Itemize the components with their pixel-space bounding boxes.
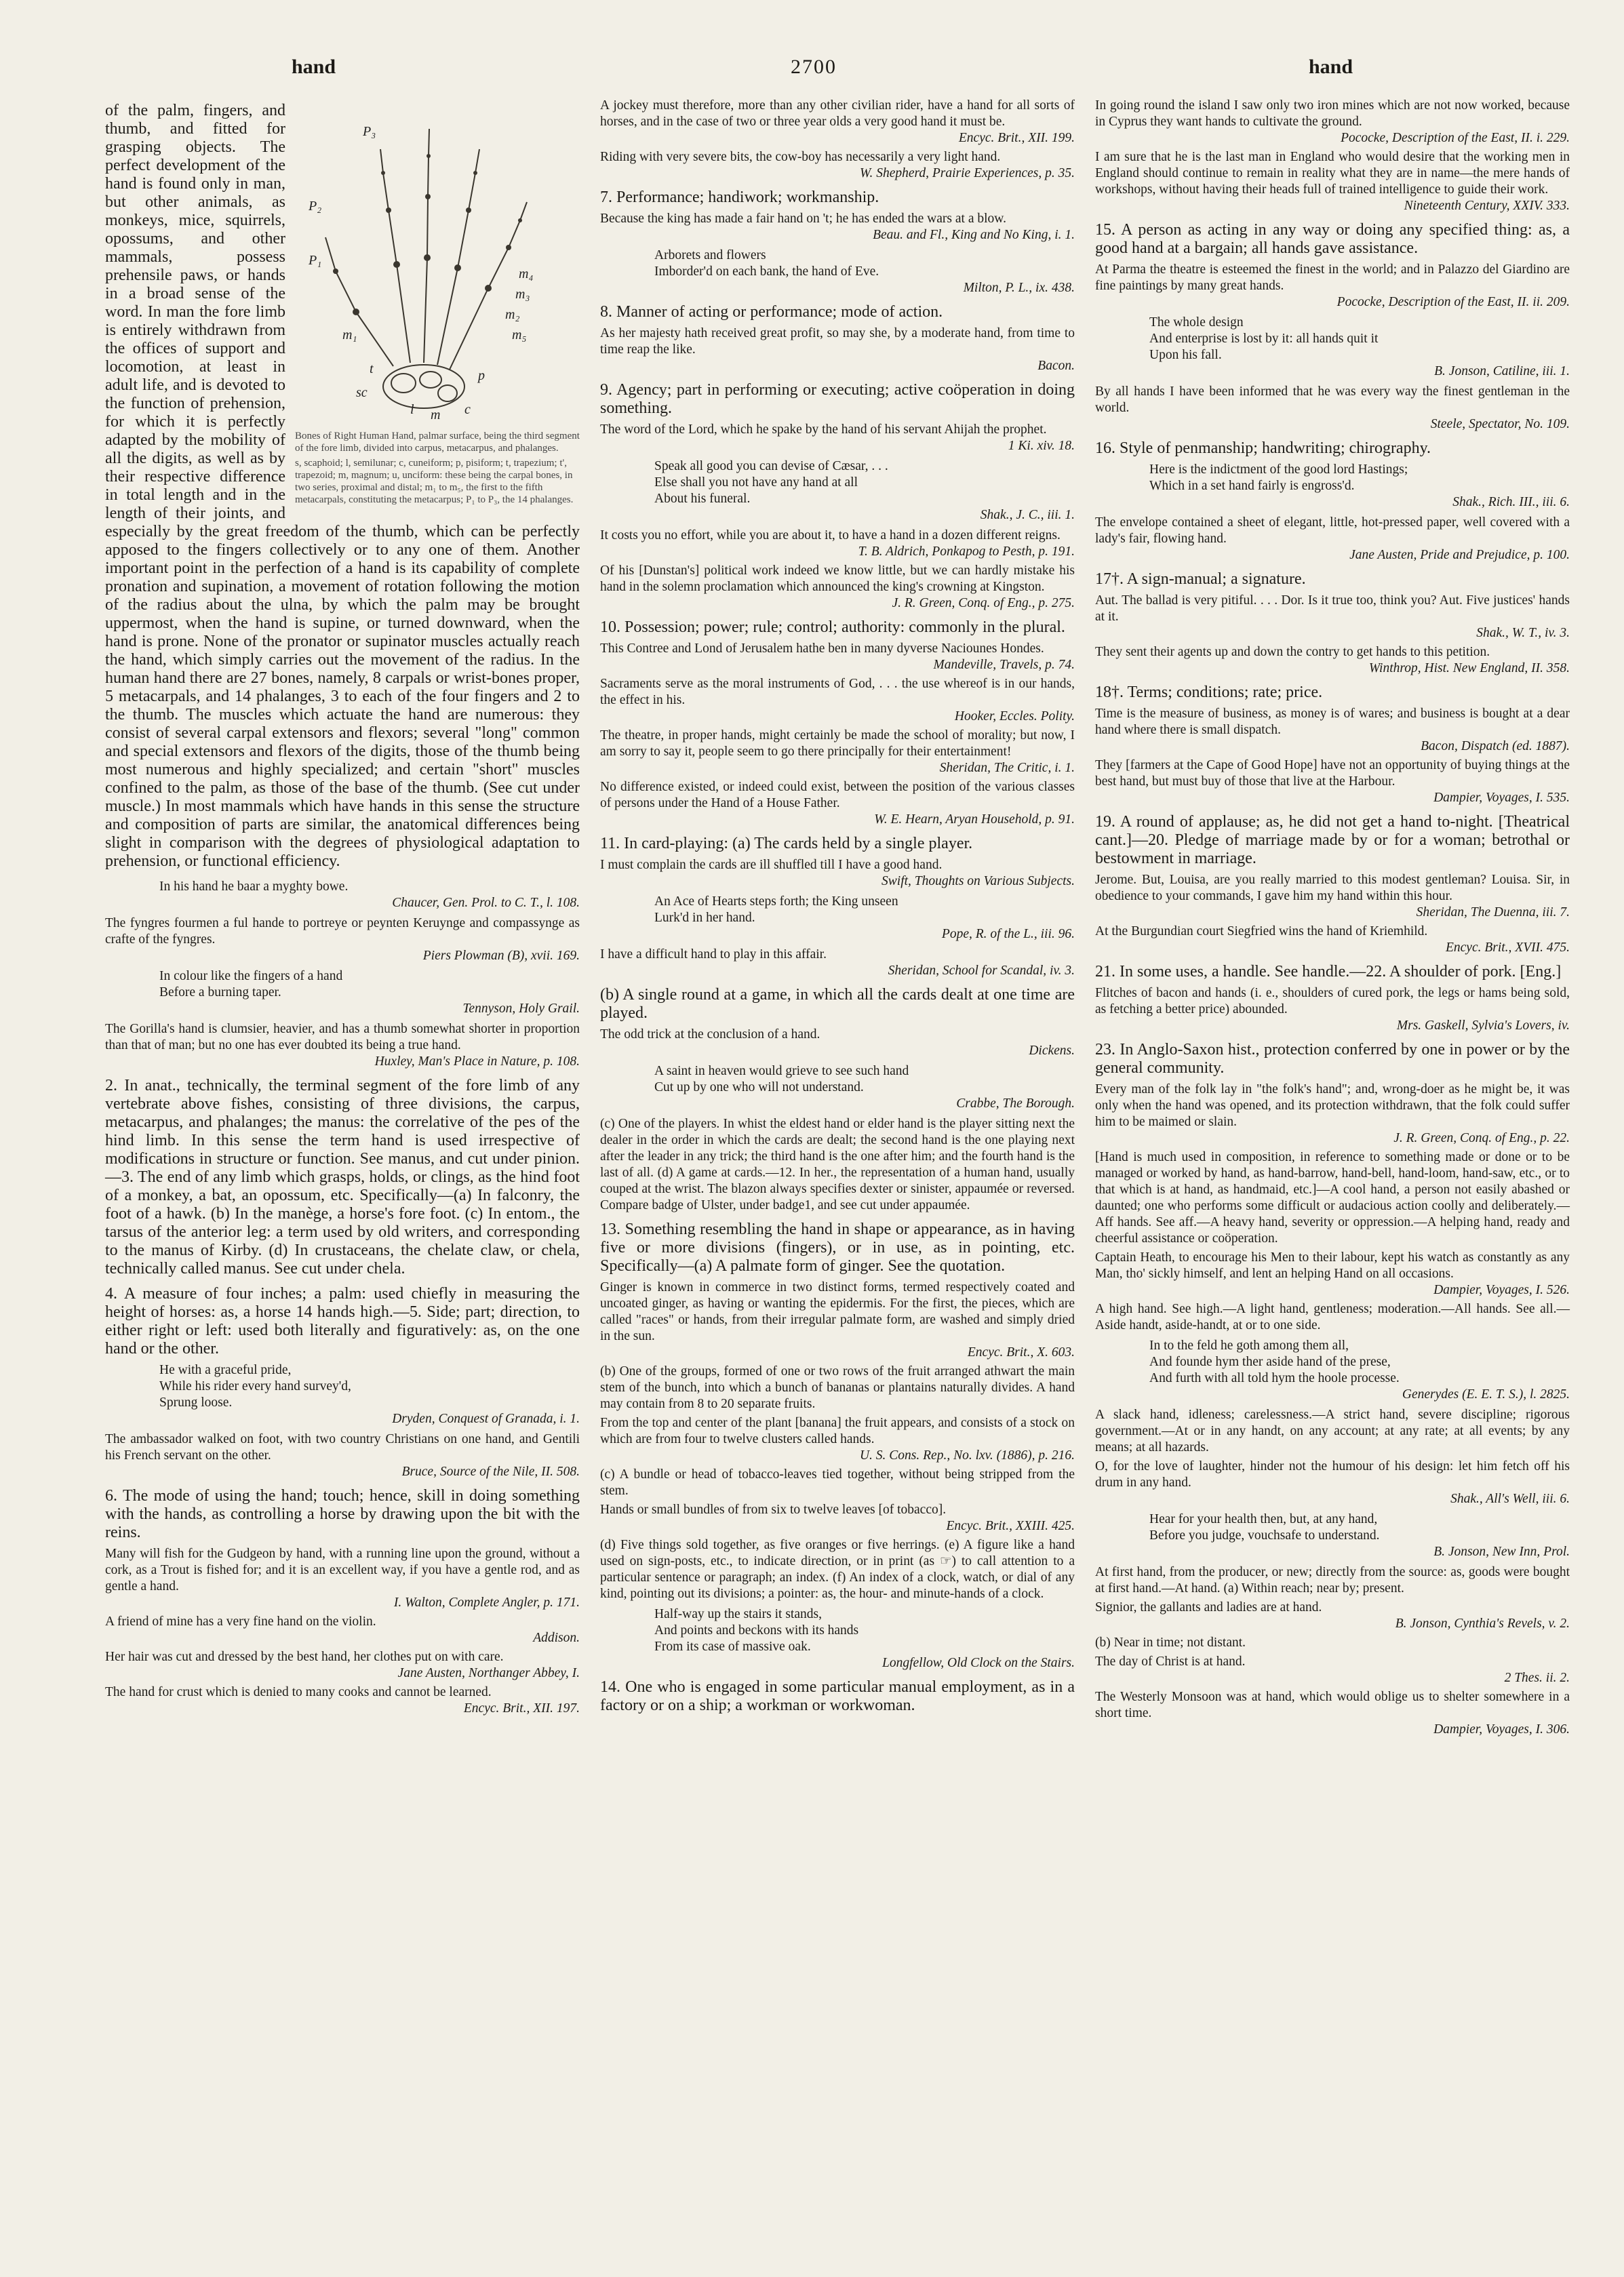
- quote-text: No difference existed, or indeed could exist, between the position of the various classes of persons under the Hand of a House Father.: [600, 780, 1075, 810]
- quotation: [654, 894, 1075, 943]
- figure-label: P₁: [309, 253, 322, 268]
- quotation: [600, 676, 1075, 725]
- quote-text: They sent their agents up and down the contry to get hands to this petition.: [1095, 645, 1490, 659]
- quotation: [105, 1431, 580, 1480]
- quotation: [600, 528, 1075, 560]
- quote-text: They [farmers at the Cape of Good Hope] have not an opportunity of buying things at the best hand, but must buy of those that live at the Harbour.: [1095, 758, 1570, 789]
- quotation: [105, 1021, 580, 1070]
- phrases: [Hand is much used in composition, in reference to something made or done or to be managed or worked by hand, as hand-barrow, hand-bell, hand-loom, hand-saw, etc., or to that which is at hand, as handmaid, etc.]—A cool hand, a person not easily abashed or daunted; one who performs some difficult or audacious action coolly and deliberately.—Aff hands. See aff.—A heavy hand, severity or oppression.—A helping hand, ready and cheerful assistance or coöperation.: [1095, 1150, 1570, 1246]
- quotation: [600, 857, 1075, 890]
- quotation: [654, 1063, 1075, 1112]
- quotation: [105, 915, 580, 964]
- verse-line: Arborets and flowers: [654, 248, 766, 262]
- citation: Winthrop, Hist. New England, II. 358.: [1368, 661, 1570, 675]
- quotation: [600, 1415, 1075, 1464]
- verse-line: Upon his fall.: [1149, 348, 1222, 362]
- quote-text: Because the king has made a fair hand on 't; he has ended the wars at a blow.: [600, 212, 1006, 226]
- citation: Generydes (E. E. T. S.), l. 2825.: [1402, 1387, 1570, 1402]
- column-3: [1095, 95, 1570, 1741]
- definition-13b: (b) One of the groups, formed of one or two rows of the fruit arranged athwart the main stem of the bunch, into which a bunch of bananas or plantains naturally divides. A hand may contain from 8 to 20 separate fruits.: [600, 1364, 1075, 1411]
- quote-text: O, for the love of laughter, hinder not the humour of his design: let him fetch off his drum in any hand.: [1095, 1459, 1570, 1490]
- definition-9: 9. Agency; part in performing or executing; active coöperation in doing something.: [600, 381, 1075, 417]
- definition-10: 10. Possession; power; rule; control; authority: commonly in the plural.: [600, 618, 1065, 636]
- definition-14: 14. One who is engaged in some particular manual employment, as in a factory or on a ship; a workman or workwoman.: [600, 1678, 1075, 1714]
- quote-text: It costs you no effort, while you are about it, to have a hand in a dozen different reigns.: [600, 528, 1061, 542]
- quote-text: Sacraments serve as the moral instruments of God, . . . the use whereof is in our hands, the effect in his.: [600, 677, 1075, 707]
- definition-15: 15. A person as acting in any way or doing any specified thing: as, a good hand at a bargain; all hands gave assistance.: [1095, 221, 1570, 257]
- quote-text: Flitches of bacon and hands (i. e., shoulders of cured pork, the legs or hams being sold, as fetching a better price) abounded.: [1095, 986, 1570, 1016]
- citation: J. R. Green, Conq. of Eng., p. 22.: [1393, 1131, 1570, 1145]
- quote-text: A jockey must therefore, more than any other civilian rider, have a hand for all sorts of horses, and in the case of two or three year olds a very good hand it must be.: [600, 98, 1075, 129]
- verse-line: Cut up by one who will not understand.: [654, 1080, 864, 1094]
- quotation: [159, 1362, 580, 1427]
- definition-8: 8. Manner of acting or performance; mode of action.: [600, 303, 943, 321]
- citation: Pope, R. of the L., iii. 96.: [941, 927, 1075, 941]
- quotation: [600, 1280, 1075, 1361]
- verse-line: While his rider every hand survey'd,: [159, 1379, 351, 1393]
- quotation: [1095, 1082, 1570, 1147]
- citation: Pococke, Description of the East, II. i. 229.: [1341, 131, 1570, 145]
- definition-7: 7. Performance; handiwork; workmanship.: [600, 189, 879, 206]
- citation: Encyc. Brit., XXIII. 425.: [946, 1519, 1075, 1533]
- definition-11c: (c) One of the players. In whist the eldest hand or elder hand is the player sitting next the dealer in the order in which the cards are dealt; the second hand is the one playing next after the leader in any trick; the third hand is the one after him; and the fourth hand is the last of all. (d) A game at cards.—12. In her., the representation of a human hand, usually couped at the wrist. The blazon always specifies dexter or sinister, appaumée or reversed. Compare badge of Ulster, under badge1, and see cut under appaumée.: [600, 1117, 1075, 1212]
- figure-label: p: [478, 368, 485, 383]
- phrases: A slack hand, idleness; carelessness.—A strict hand, severe discipline; rigorous government.—At or in any handt, on any account; at any rate; at all events; by any means; at all hazards.: [1095, 1408, 1570, 1454]
- definition-16: 16. Style of penmanship; handwriting; chirography.: [1095, 439, 1431, 457]
- citation: W. E. Hearn, Aryan Household, p. 91.: [874, 812, 1075, 827]
- quote-text: A friend of mine has a very fine hand on the violin.: [105, 1615, 376, 1629]
- citation: Encyc. Brit., XII. 199.: [958, 131, 1075, 145]
- quotation: [1095, 149, 1570, 214]
- quotation: [1095, 1654, 1570, 1686]
- hand-skeleton-illustration: [295, 95, 580, 427]
- figure-label: m₁: [342, 328, 357, 342]
- verse-line: Hear for your health then, but, at any hand,: [1149, 1512, 1378, 1526]
- verse-line: Sprung loose.: [159, 1395, 233, 1410]
- figure-label: m₅: [512, 328, 527, 342]
- quotation: [1149, 315, 1570, 380]
- quotation: [1095, 644, 1570, 677]
- verse-line: And furth with all told hym the hoole processe.: [1149, 1371, 1400, 1385]
- citation: Dampier, Voyages, I. 526.: [1433, 1283, 1570, 1297]
- citation: Bacon.: [1037, 359, 1075, 373]
- quote-text: The Westerly Monsoon was at hand, which would oblige us to shelter somewhere in a short time.: [1095, 1690, 1570, 1720]
- phrases: At first hand, from the producer, or new; directly from the source: as, goods were bought at first hand.—At hand. (a) Within reach; near by; present.: [1095, 1565, 1570, 1596]
- quote-text: Many will fish for the Gudgeon by hand, with a running line upon the ground, without a cork, as a Trout is fished for; and it is an excellent way, if you have a gentle rod, and as gentle a hand.: [105, 1547, 580, 1593]
- quotation: [105, 1546, 580, 1611]
- definition-21: 21. In some uses, a handle. See handle.—22. A shoulder of pork. [Eng.]: [1095, 963, 1562, 981]
- verse-line: Speak all good you can devise of Cæsar, . . .: [654, 459, 888, 473]
- page-number: 2700: [791, 56, 837, 78]
- citation: Longfellow, Old Clock on the Stairs.: [882, 1656, 1075, 1670]
- figure-label: m₂: [505, 307, 520, 322]
- hand-bones-figure: [295, 95, 580, 506]
- figure-label: m: [431, 408, 441, 422]
- quotation: [654, 1606, 1075, 1671]
- citation: T. B. Aldrich, Ponkapog to Pesth, p. 191.: [858, 544, 1075, 559]
- verse-line: In colour like the fingers of a hand: [159, 969, 343, 983]
- citation: Chaucer, Gen. Prol. to C. T., l. 108.: [392, 896, 580, 910]
- quote-text: At the Burgundian court Siegfried wins the hand of Kriemhild.: [1095, 924, 1428, 938]
- citation: Bruce, Source of the Nile, II. 508.: [401, 1465, 580, 1479]
- citation: Huxley, Man's Place in Nature, p. 108.: [374, 1054, 580, 1069]
- citation: Pococke, Description of the East, II. ii. 209.: [1336, 295, 1570, 309]
- quotation: [105, 1684, 580, 1717]
- verse-line: An Ace of Hearts steps forth; the King unseen: [654, 894, 898, 909]
- quote-text: The ambassador walked on foot, with two country Christians on one hand, and Gentili his French servant on the other.: [105, 1432, 580, 1463]
- citation: Hooker, Eccles. Polity.: [954, 709, 1075, 724]
- quote-text: Captain Heath, to encourage his Men to their labour, kept his watch as constantly as any Man, tho' sickly himself, and lent an helping Hand on all occasions.: [1095, 1250, 1570, 1281]
- quote-text: The word of the Lord, which he spake by the hand of his servant Ahijah the prophet.: [600, 422, 1047, 437]
- running-head-right: hand: [1309, 56, 1353, 78]
- quotation: [600, 1027, 1075, 1059]
- quotation: [600, 149, 1075, 182]
- quote-text: The theatre, in proper hands, might certainly be made the school of morality; but now, I am sorry to say it, people seem to go there principally for their entertainment!: [600, 728, 1075, 759]
- figure-label: sc: [356, 385, 368, 400]
- figure-label: P₃: [363, 124, 376, 139]
- citation: Encyc. Brit., X. 603.: [967, 1345, 1075, 1360]
- quotation: [1095, 1250, 1570, 1299]
- definition-2: 2. In anat., technically, the terminal segment of the fore limb of any vertebrate above fishes, consisting of three divisions, the carpus, metacarpus, and phalanges; the manus: the correlative of the pes of the hind limb. In this sense the term hand is used irrespective of modifications in structure or function. See manus, and cut under pinion.—3. The end of any limb which grasps, holds, or clings, as the hind foot of a monkey, a bat, an opossum, etc. Specifically—(a) In falconry, the foot of a hawk. (b) In the manège, a horse's fore foot. (c) In entom., the tarsus of the anterior leg: a term used by old writers, and corresponding to the manus of Kirby. (d) In crustaceans, the chelate claw, or chela, technically called manus. See cut under chela.: [105, 1077, 580, 1278]
- citation: Addison.: [533, 1631, 580, 1645]
- quote-text: Of his [Dunstan's] political work indeed we know little, but we can hardly mistake his hand in the solemn proclamation which announced the king's crowning at Kingston.: [600, 563, 1075, 594]
- definition-19: 19. A round of applause; as, he did not get a hand to-night. [Theatrical cant.]—20. Pledge of marriage made by or for a woman; betrothal or bestowment in marriage.: [1095, 813, 1570, 867]
- citation: Mandeville, Travels, p. 74.: [933, 658, 1075, 672]
- quote-text: Time is the measure of business, as money is of wares; and business is bought at a dear hand where there is small dispatch.: [1095, 707, 1570, 737]
- quote-text: Riding with very severe bits, the cow-boy has necessarily a very light hand.: [600, 150, 1001, 164]
- citation: I. Walton, Complete Angler, p. 171.: [393, 1596, 580, 1610]
- quotation: [1149, 462, 1570, 511]
- quote-text: I am sure that he is the last man in England who would desire that the working men in England should continue to remain in reality what they are in name—the mere hands of workshops, without having their heads full of trained intelligence to guide their work.: [1095, 150, 1570, 197]
- quotation: [600, 1502, 1075, 1534]
- verse-line: The whole design: [1149, 315, 1244, 330]
- quotation: [600, 641, 1075, 673]
- quote-text: Ginger is known in commerce in two distinct forms, termed respectively coated and uncoated ginger, as having or wanting the epidermis. For the first, the pieces, which are called "races" or hands, from their irregular palmate form, are washed and simply dried in the sun.: [600, 1280, 1075, 1343]
- definition-11: 11. In card-playing: (a) The cards held by a single player.: [600, 835, 973, 852]
- quote-text: At Parma the theatre is esteemed the finest in the world; and in Palazzo del Giardino are fine paintings by many great hands.: [1095, 262, 1570, 293]
- verse-line: Before a burning taper.: [159, 985, 281, 999]
- quotation: [1149, 1511, 1570, 1560]
- verse-line: Which in a set hand fairly is engross'd.: [1149, 479, 1355, 493]
- quote-text: Jerome. But, Louisa, are you really married to this modest gentleman? Louisa. Sir, in obedience to your commands, I gave him my hand within this hour.: [1095, 873, 1570, 903]
- figure-label: c: [464, 402, 471, 417]
- verse-line: And enterprise is lost by it: all hands quit it: [1149, 332, 1379, 346]
- quotation: [600, 728, 1075, 776]
- citation: Encyc. Brit., XVII. 475.: [1445, 941, 1570, 955]
- citation: B. Jonson, New Inn, Prol.: [1433, 1545, 1570, 1559]
- definition-18: 18†. Terms; conditions; rate; price.: [1095, 684, 1323, 701]
- phrases: A high hand. See high.—A light hand, gentleness; moderation.—All hands. See all.—Aside handt, aside-handt, at or to one side.: [1095, 1302, 1570, 1332]
- citation: W. Shepherd, Prairie Experiences, p. 35.: [860, 166, 1075, 180]
- quotation: [159, 879, 580, 911]
- definition-6: 6. The mode of using the hand; touch; hence, skill in doing something with the hands, as controlling a horse by drawing upon the bit with the reins.: [105, 1487, 580, 1541]
- citation: Swift, Thoughts on Various Subjects.: [882, 874, 1075, 888]
- definition-23: 23. In Anglo-Saxon hist., protection conferred by one in power or by the general community.: [1095, 1041, 1570, 1077]
- quotation: [1095, 924, 1570, 956]
- quote-text: Every man of the folk lay in "the folk's hand"; and, wrong-doer as he might be, it was only when the hand was opened, and its protection withdrawn, that the folk could suffer him to be maimed or slain.: [1095, 1082, 1570, 1129]
- verse-line: A saint in heaven would grieve to see such hand: [654, 1064, 909, 1078]
- quotation: [654, 248, 1075, 296]
- citation: Jane Austen, Northanger Abbey, I.: [397, 1666, 580, 1680]
- citation: Sheridan, The Duenna, iii. 7.: [1416, 905, 1570, 919]
- phrases: (b) Near in time; not distant.: [1095, 1636, 1246, 1650]
- quotation: [600, 211, 1075, 243]
- verse-line: Half-way up the stairs it stands,: [654, 1607, 822, 1621]
- quote-text: From the top and center of the plant [banana] the fruit appears, and consists of a stock on which are from four to twelve clusters called hands.: [600, 1416, 1075, 1446]
- citation: 2 Thes. ii. 2.: [1504, 1671, 1570, 1685]
- quote-text: This Contree and Lond of Jerusalem hathe ben in many dyverse Naciounes Hondes.: [600, 641, 1044, 656]
- citation: Tennyson, Holy Grail.: [462, 1002, 580, 1016]
- citation: Beau. and Fl., King and No King, i. 1.: [873, 228, 1075, 242]
- quotation: [1095, 706, 1570, 755]
- citation: Shak., Rich. III., iii. 6.: [1452, 495, 1570, 509]
- quote-text: The envelope contained a sheet of elegant, little, hot-pressed paper, well covered with a lady's fair, flowing hand.: [1095, 515, 1570, 546]
- column-2: [600, 95, 1075, 1719]
- quotation: [1095, 985, 1570, 1034]
- citation: B. Jonson, Catiline, iii. 1.: [1434, 364, 1570, 378]
- citation: Piers Plowman (B), xvii. 169.: [422, 949, 580, 963]
- verse-line: He with a graceful pride,: [159, 1363, 292, 1377]
- quote-text: The day of Christ is at hand.: [1095, 1655, 1246, 1669]
- verse-line: Before you judge, vouchsafe to understand.: [1149, 1528, 1380, 1543]
- quote-text: In going round the island I saw only two iron mines which are not now worked, because in Cyprus they want hands to cultivate the ground.: [1095, 98, 1570, 129]
- quotation: [600, 422, 1075, 454]
- quote-text: I have a difficult hand to play in this affair.: [600, 947, 827, 962]
- quotation: [1095, 515, 1570, 563]
- quotation: [105, 1614, 580, 1646]
- quote-text: As her majesty hath received great profit, so may she, by a moderate hand, from time to time reap the like.: [600, 326, 1075, 357]
- column-1: [105, 95, 580, 1720]
- verse-line: Imborder'd on each bank, the hand of Eve.: [654, 264, 879, 279]
- citation: Shak., J. C., iii. 1.: [980, 508, 1075, 522]
- quotation: [600, 325, 1075, 374]
- citation: J. R. Green, Conq. of Eng., p. 275.: [892, 596, 1075, 610]
- citation: Dickens.: [1029, 1044, 1075, 1058]
- running-head-left: hand: [292, 56, 336, 78]
- quotation: [1095, 1600, 1570, 1632]
- definition-1-continued: of the palm, fingers, and thumb, and fitted for grasping objects. The perfect development of the hand is found only in man, but other animals, as monkeys, mice, squirrels, opossums, and other mammals, possess prehensile paws, or hands in a broad sense of the word. In man the fore limb is entirely withdrawn from the offices of support and locomotion, at least in adult life, and is devoted to the function of prehension, for which it is perfectly adapted by the mobility of all the digits, as well as by their respective difference in total length and in the length of their joints, and especially by the great freedom of the thumb, which can be perfectly apposed to the fingers collectively or to any one of them. Another important point in the perfection of a hand is its capability of complete pronation and supination, a movement of rotation following the motion of the radius about the ulna, by which the palm may be brought uppermost, when the hand is supine, or turned downward, when the hand is prone. None of the pronator or supinator muscles actually reach the hand, which simply carries out the movement of the radius. In the human hand there are 27 bones, namely, 8 carpals or wrist-bones proper, 5 metacarpals, and 14 phalanges, 3 to each of the four fingers and 2 to the thumb. The muscles which actuate the hand are numerous: they consist of several carpal extensors and flexors; several "long" common and special extensors and flexors of the digits, those of the thumb being most numerous and highly specialized; and certain "short" muscles confined to the palm, as those of the base of the thumb. (See cut under muscle.) In most mammals which have hands in this sense the structure and composition of parts are similar, the anatomical differences being slight in comparison with the degrees of physiological adaptation to prehension, or functional efficiency.: [105, 102, 580, 870]
- quotation: [600, 98, 1075, 146]
- citation: Mrs. Gaskell, Sylvia's Lovers, iv.: [1396, 1018, 1570, 1033]
- quote-text: Aut. The ballad is very pitiful. . . . Dor. Is it true too, think you? Aut. Five justices' hands at it.: [1095, 593, 1570, 624]
- verse-line: In to the feld he goth among them all,: [1149, 1339, 1349, 1353]
- definition-4: 4. A measure of four inches; a palm: used chiefly in measuring the height of horses: as, a horse 14 hands high.—5. Side; part; direction, to either right or left: used both literally and figuratively: as, on the one hand or the other.: [105, 1285, 580, 1358]
- quotation: [159, 968, 580, 1017]
- definition-13c: (c) A bundle or head of tobacco-leaves tied together, without being stripped from the stem.: [600, 1467, 1075, 1498]
- quotation: [1095, 1459, 1570, 1507]
- definition-11b: (b) A single round at a game, in which all the cards dealt at one time are played.: [600, 986, 1075, 1022]
- figure-caption: Bones of Right Human Hand, palmar surface, being the third segment of the fore limb, divided into carpus, metacarpus, and phalanges.: [295, 431, 580, 454]
- citation: Shak., All's Well, iii. 6.: [1450, 1492, 1570, 1506]
- verse-line: About his funeral.: [654, 492, 751, 506]
- citation: Jane Austen, Pride and Prejudice, p. 100.: [1349, 548, 1570, 562]
- citation: Sheridan, The Critic, i. 1.: [939, 761, 1075, 775]
- definition-13d: (d) Five things sold together, as five oranges or five herrings. (e) A figure like a hand used on sign-posts, etc., to indicate direction, or in print (as ☞) to call attention to a particular sentence or paragraph; an index. (f) An index of a clock, watch, or dial of any kind, pointing out its divisions; a pointer: as, the hour- and minute-hands of a clock.: [600, 1538, 1075, 1601]
- figure-label: m₄: [519, 266, 534, 281]
- definition-17: 17†. A sign-manual; a signature.: [1095, 570, 1306, 588]
- quote-text: Signior, the gallants and ladies are at hand.: [1095, 1600, 1322, 1615]
- figure-label: P₂: [309, 199, 322, 214]
- quote-text: Hands or small bundles of from six to twelve leaves [of tobacco].: [600, 1503, 947, 1517]
- figure-label: t: [370, 361, 374, 376]
- verse-line: And points and beckons with its hands: [654, 1623, 859, 1638]
- citation: Milton, P. L., ix. 438.: [963, 281, 1075, 295]
- verse-line: Here is the indictment of the good lord Hastings;: [1149, 462, 1408, 477]
- verse-line: Else shall you not have any hand at all: [654, 475, 858, 490]
- citation: Encyc. Brit., XII. 197.: [463, 1701, 580, 1716]
- verse-line: From its case of massive oak.: [654, 1640, 811, 1654]
- quotation: [1149, 1338, 1570, 1403]
- citation: Crabbe, The Borough.: [956, 1096, 1075, 1111]
- quotation: [1095, 384, 1570, 433]
- citation: Dryden, Conquest of Granada, i. 1.: [392, 1412, 580, 1426]
- quotation: [1095, 872, 1570, 921]
- citation: Steele, Spectator, No. 109.: [1430, 417, 1570, 431]
- definition-13: 13. Something resembling the hand in shape or appearance, as in having five or more divisions (fingers), or in use, as in pointing, etc. Specifically—(a) A palmate form of ginger. See the quotation.: [600, 1221, 1075, 1275]
- figure-label: m₃: [515, 287, 530, 302]
- citation: Dampier, Voyages, I. 535.: [1433, 791, 1570, 805]
- quotation: [105, 1649, 580, 1682]
- quotation: [1095, 262, 1570, 311]
- verse-line: In his hand he baar a myghty bowe.: [159, 879, 349, 894]
- verse-line: And founde hym ther aside hand of the prese,: [1149, 1355, 1391, 1369]
- quotation: [600, 947, 1075, 979]
- citation: Dampier, Voyages, I. 306.: [1433, 1722, 1570, 1737]
- quotation: [1095, 593, 1570, 641]
- citation: U. S. Cons. Rep., No. lxv. (1886), p. 216.: [859, 1448, 1075, 1463]
- quote-text: Her hair was cut and dressed by the best hand, her clothes put on with care.: [105, 1650, 504, 1664]
- verse-line: Lurk'd in her hand.: [654, 911, 755, 925]
- citation: 1 Ki. xiv. 18.: [1008, 439, 1075, 453]
- quote-text: The hand for crust which is denied to many cooks and cannot be learned.: [105, 1685, 492, 1699]
- figure-legend: s, scaphoid; l, semilunar; c, cuneiform; p, pisiform; t, trapezium; t', trapezoid; m, magnum; u, unciform: these being the carpal bones, in two series, proximal and distal; m₁ to m₅, the first to the fifth metacarpals, constituting the metacarpus; P₁ to P₃, the 14 phalanges.: [295, 458, 574, 505]
- citation: Sheridan, School for Scandal, iv. 3.: [888, 964, 1075, 978]
- quote-text: I must complain the cards are ill shuffled till I have a good hand.: [600, 858, 943, 872]
- quote-text: The fyngres fourmen a ful hande to portreye or peynten Keruynge and compassynge as crafte of the fyngres.: [105, 916, 580, 947]
- citation: B. Jonson, Cynthia's Revels, v. 2.: [1395, 1617, 1570, 1631]
- citation: Nineteenth Century, XXIV. 333.: [1404, 199, 1570, 213]
- quotation: [600, 563, 1075, 612]
- quote-text: By all hands I have been informed that he was every way the finest gentleman in the world.: [1095, 384, 1570, 415]
- quotation: [654, 458, 1075, 523]
- quotation: [600, 779, 1075, 828]
- citation: Bacon, Dispatch (ed. 1887).: [1421, 739, 1570, 753]
- citation: Shak., W. T., iv. 3.: [1476, 626, 1570, 640]
- quotation: [1095, 1689, 1570, 1738]
- quote-text: The Gorilla's hand is clumsier, heavier, and has a thumb somewhat shorter in proportion than that of man; but no one has ever doubted its being a true hand.: [105, 1022, 580, 1052]
- quote-text: The odd trick at the conclusion of a hand.: [600, 1027, 820, 1042]
- quotation: [1095, 98, 1570, 146]
- figure-label: l: [410, 402, 414, 417]
- quotation: [1095, 757, 1570, 806]
